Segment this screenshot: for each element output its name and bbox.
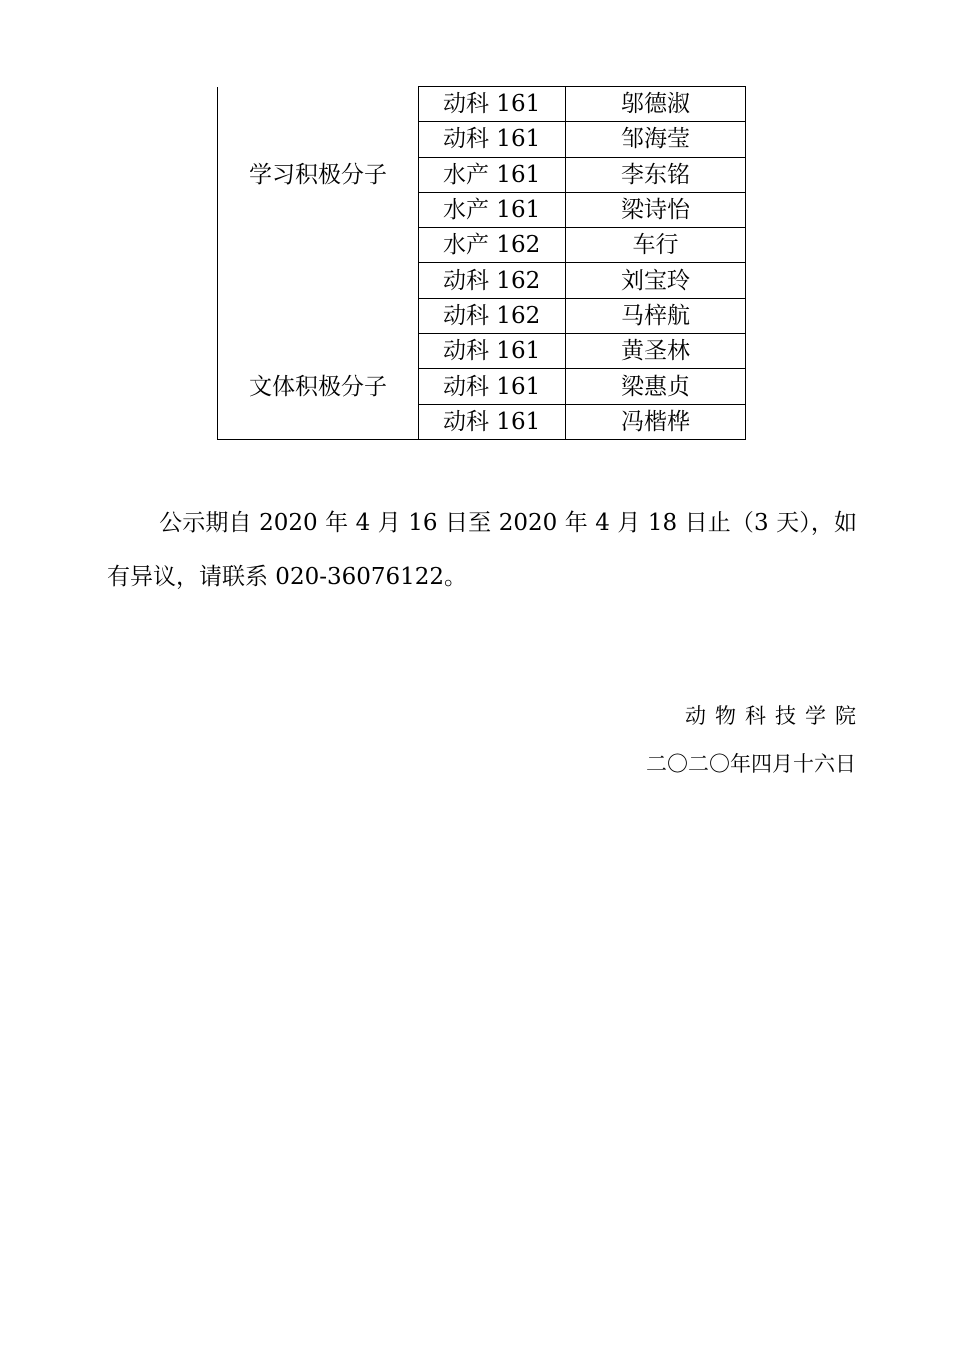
class-cell: 动科 161 bbox=[419, 369, 566, 404]
signature-organization: 动物科技学院 bbox=[685, 704, 865, 728]
notice-paragraph bbox=[107, 496, 857, 604]
student-name-cell: 邬德淑 bbox=[566, 87, 746, 122]
table-row bbox=[218, 369, 746, 404]
class-cell: 动科 161 bbox=[419, 404, 566, 439]
table-row bbox=[218, 122, 746, 157]
class-cell: 动科 161 bbox=[419, 87, 566, 122]
table-row bbox=[218, 334, 746, 369]
category-cell bbox=[218, 87, 419, 122]
table-row bbox=[218, 263, 746, 298]
notice-text: 公示期自 2020 年 4 月 16 日至 2020 年 4 月 18 日止（3 天），如有异议，请联系 020-36076122。 bbox=[107, 510, 857, 590]
student-name-cell: 邹海莹 bbox=[566, 122, 746, 157]
student-name-cell: 马梓航 bbox=[566, 298, 746, 333]
category-cell bbox=[218, 263, 419, 298]
class-cell: 水产 161 bbox=[419, 192, 566, 227]
category-cell bbox=[218, 334, 419, 369]
category-cell: 学习积极分子 bbox=[218, 157, 419, 192]
table-row bbox=[218, 404, 746, 439]
student-name-cell: 黄圣林 bbox=[566, 334, 746, 369]
student-name-cell: 李东铭 bbox=[566, 157, 746, 192]
class-cell: 动科 162 bbox=[419, 298, 566, 333]
class-cell: 动科 161 bbox=[419, 334, 566, 369]
table-row bbox=[218, 87, 746, 122]
category-cell bbox=[218, 228, 419, 263]
category-cell bbox=[218, 192, 419, 227]
student-name-cell: 冯楷桦 bbox=[566, 404, 746, 439]
class-cell: 水产 162 bbox=[419, 228, 566, 263]
student-name-cell: 梁惠贞 bbox=[566, 369, 746, 404]
student-name-cell: 刘宝玲 bbox=[566, 263, 746, 298]
category-cell: 文体积极分子 bbox=[218, 369, 419, 404]
category-cell bbox=[218, 298, 419, 333]
class-cell: 动科 161 bbox=[419, 122, 566, 157]
table-row bbox=[218, 228, 746, 263]
category-cell bbox=[218, 122, 419, 157]
table-row bbox=[218, 298, 746, 333]
signature-date: 二〇二〇年四月十六日 bbox=[646, 752, 856, 776]
category-cell bbox=[218, 404, 419, 439]
student-name-cell: 梁诗怡 bbox=[566, 192, 746, 227]
class-cell: 动科 162 bbox=[419, 263, 566, 298]
table-row bbox=[218, 192, 746, 227]
class-cell: 水产 161 bbox=[419, 157, 566, 192]
table-row bbox=[218, 157, 746, 192]
student-name-cell: 车行 bbox=[566, 228, 746, 263]
award-table bbox=[217, 86, 746, 440]
